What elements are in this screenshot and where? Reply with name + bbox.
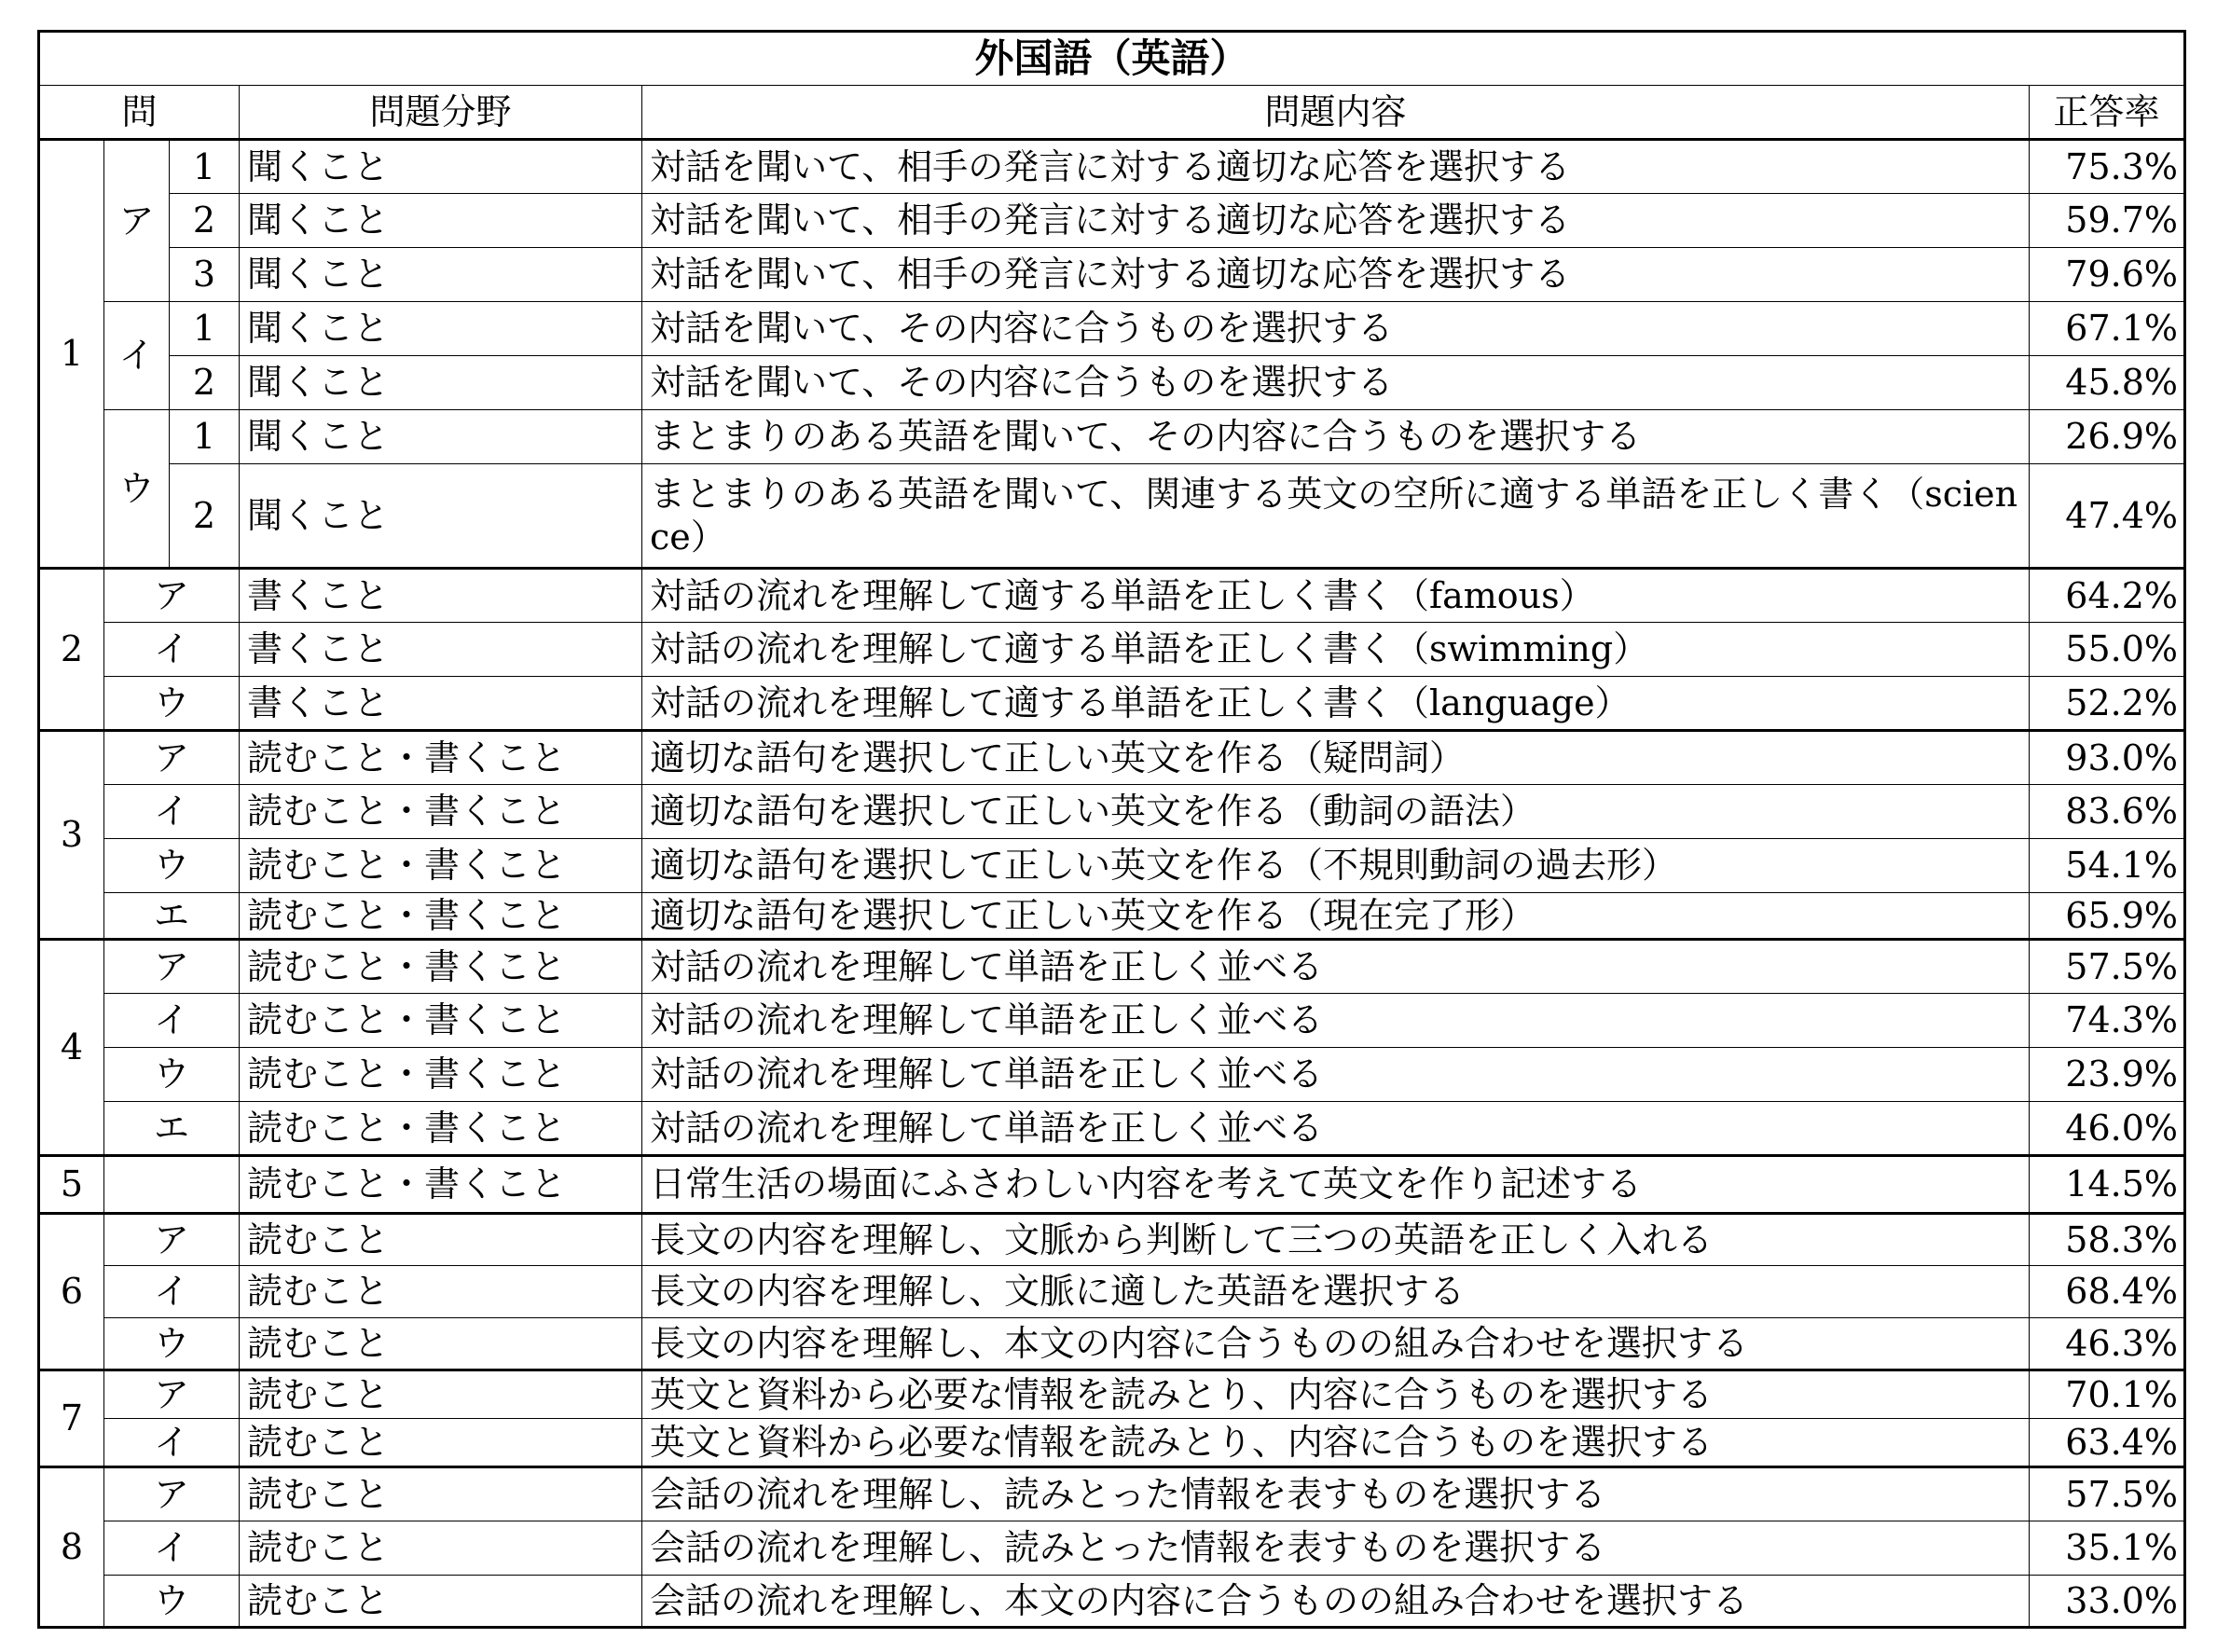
field-cell: 聞くこと <box>240 356 642 410</box>
question-number: 6 <box>39 1214 104 1370</box>
content-cell: 会話の流れを理解し、読みとった情報を表すものを選択する <box>642 1521 2030 1576</box>
table-row <box>39 1576 2185 1628</box>
rate-cell: 64.2% <box>2030 569 2185 623</box>
content-cell: 長文の内容を理解し、本文の内容に合うものの組み合わせを選択する <box>642 1318 2030 1370</box>
content-cell: 英文と資料から必要な情報を読みとり、内容に合うものを選択する <box>642 1370 2030 1419</box>
rate-cell: 14.5% <box>2030 1156 2185 1214</box>
content-cell: 対話を聞いて、相手の発言に対する適切な応答を選択する <box>642 248 2030 302</box>
field-cell: 読むこと・書くこと <box>240 731 642 785</box>
rate-cell: 74.3% <box>2030 994 2185 1048</box>
table-row <box>39 569 2185 623</box>
content-cell: 対話を聞いて、その内容に合うものを選択する <box>642 302 2030 356</box>
field-cell: 読むこと・書くこと <box>240 940 642 994</box>
sub-question: ア <box>104 1467 240 1521</box>
rate-cell: 67.1% <box>2030 302 2185 356</box>
table-row <box>39 623 2185 677</box>
question-number: 1 <box>39 140 104 569</box>
rate-cell: 23.9% <box>2030 1048 2185 1102</box>
content-cell: 対話の流れを理解して適する単語を正しく書く（language） <box>642 677 2030 731</box>
rate-cell: 57.5% <box>2030 1467 2185 1521</box>
table-row <box>39 194 2185 248</box>
table-title: 外国語（英語） <box>39 32 2185 86</box>
field-cell: 読むこと <box>240 1419 642 1467</box>
header-content: 問題内容 <box>642 86 2030 140</box>
content-cell: まとまりのある英語を聞いて、その内容に合うものを選択する <box>642 410 2030 464</box>
item-number: 3 <box>170 248 240 302</box>
table-row <box>39 839 2185 893</box>
content-cell: 対話を聞いて、相手の発言に対する適切な応答を選択する <box>642 194 2030 248</box>
rate-cell: 35.1% <box>2030 1521 2185 1576</box>
field-cell: 聞くこと <box>240 248 642 302</box>
rate-cell: 59.7% <box>2030 194 2185 248</box>
content-cell: 対話を聞いて、相手の発言に対する適切な応答を選択する <box>642 140 2030 194</box>
field-cell: 読むこと <box>240 1576 642 1628</box>
table-row <box>39 1419 2185 1467</box>
rate-cell: 70.1% <box>2030 1370 2185 1419</box>
content-cell: 会話の流れを理解し、読みとった情報を表すものを選択する <box>642 1467 2030 1521</box>
sub-question: ウ <box>104 1048 240 1102</box>
field-cell: 書くこと <box>240 569 642 623</box>
rate-cell: 55.0% <box>2030 623 2185 677</box>
content-cell: 対話の流れを理解して単語を正しく並べる <box>642 1048 2030 1102</box>
rate-cell: 75.3% <box>2030 140 2185 194</box>
field-cell: 読むこと <box>240 1467 642 1521</box>
rate-cell: 58.3% <box>2030 1214 2185 1266</box>
rate-cell: 83.6% <box>2030 785 2185 839</box>
rate-cell: 68.4% <box>2030 1266 2185 1318</box>
question-number: 5 <box>39 1156 104 1214</box>
rate-cell: 93.0% <box>2030 731 2185 785</box>
table-row <box>39 1370 2185 1419</box>
item-number: 1 <box>170 140 240 194</box>
sub-question: ウ <box>104 410 170 569</box>
field-cell: 読むこと <box>240 1318 642 1370</box>
rate-cell: 45.8% <box>2030 356 2185 410</box>
rate-cell: 79.6% <box>2030 248 2185 302</box>
field-cell: 書くこと <box>240 623 642 677</box>
field-cell: 聞くこと <box>240 194 642 248</box>
content-cell: 対話の流れを理解して単語を正しく並べる <box>642 1102 2030 1156</box>
table-row <box>39 356 2185 410</box>
table-body <box>39 140 2185 1628</box>
content-cell: 対話の流れを理解して適する単語を正しく書く（famous） <box>642 569 2030 623</box>
header-row <box>39 86 2185 140</box>
content-cell: 英文と資料から必要な情報を読みとり、内容に合うものを選択する <box>642 1419 2030 1467</box>
item-number: 2 <box>170 356 240 410</box>
field-cell: 聞くこと <box>240 464 642 569</box>
table-row <box>39 140 2185 194</box>
table-row <box>39 731 2185 785</box>
table-row <box>39 940 2185 994</box>
field-cell: 読むこと <box>240 1521 642 1576</box>
content-cell: 対話の流れを理解して単語を正しく並べる <box>642 994 2030 1048</box>
field-cell: 読むこと・書くこと <box>240 994 642 1048</box>
table-row <box>39 410 2185 464</box>
content-cell: 対話の流れを理解して単語を正しく並べる <box>642 940 2030 994</box>
sub-question: ア <box>104 940 240 994</box>
question-number: 2 <box>39 569 104 731</box>
sub-question: ア <box>104 1214 240 1266</box>
sub-question: ア <box>104 1370 240 1419</box>
field-cell: 聞くこと <box>240 410 642 464</box>
sub-question: エ <box>104 1102 240 1156</box>
table-row <box>39 1521 2185 1576</box>
content-cell: 適切な語句を選択して正しい英文を作る（動詞の語法） <box>642 785 2030 839</box>
content-cell: 適切な語句を選択して正しい英文を作る（疑問詞） <box>642 731 2030 785</box>
sub-question: ア <box>104 731 240 785</box>
title-row <box>39 32 2185 86</box>
content-cell: 長文の内容を理解し、文脈から判断して三つの英語を正しく入れる <box>642 1214 2030 1266</box>
field-cell: 聞くこと <box>240 140 642 194</box>
sub-question: ウ <box>104 1318 240 1370</box>
sub-question: イ <box>104 994 240 1048</box>
rate-cell: 57.5% <box>2030 940 2185 994</box>
question-number: 7 <box>39 1370 104 1467</box>
item-number: 1 <box>170 410 240 464</box>
rate-cell: 33.0% <box>2030 1576 2185 1628</box>
field-cell: 読むこと・書くこと <box>240 785 642 839</box>
field-cell: 読むこと・書くこと <box>240 1048 642 1102</box>
item-number: 2 <box>170 464 240 569</box>
table-row <box>39 1318 2185 1370</box>
content-cell: 対話を聞いて、その内容に合うものを選択する <box>642 356 2030 410</box>
field-cell: 読むこと <box>240 1266 642 1318</box>
content-cell: 適切な語句を選択して正しい英文を作る（現在完了形） <box>642 893 2030 940</box>
table-row <box>39 1214 2185 1266</box>
sub-question: ア <box>104 140 170 302</box>
field-cell: 読むこと <box>240 1370 642 1419</box>
sub-question: ウ <box>104 1576 240 1628</box>
table-row <box>39 677 2185 731</box>
table-row <box>39 893 2185 940</box>
field-cell: 聞くこと <box>240 302 642 356</box>
rate-cell: 46.3% <box>2030 1318 2185 1370</box>
sub-question: イ <box>104 623 240 677</box>
table-row <box>39 1156 2185 1214</box>
field-cell: 読むこと・書くこと <box>240 1102 642 1156</box>
results-table <box>37 30 2186 1629</box>
sub-question: イ <box>104 785 240 839</box>
table-row <box>39 1266 2185 1318</box>
rate-cell: 52.2% <box>2030 677 2185 731</box>
content-cell: 適切な語句を選択して正しい英文を作る（不規則動詞の過去形） <box>642 839 2030 893</box>
table-row <box>39 302 2185 356</box>
header-question: 問 <box>39 86 240 140</box>
sub-question: ウ <box>104 677 240 731</box>
field-cell: 読むこと・書くこと <box>240 1156 642 1214</box>
table-row <box>39 248 2185 302</box>
table-row <box>39 994 2185 1048</box>
rate-cell: 63.4% <box>2030 1419 2185 1467</box>
rate-cell: 65.9% <box>2030 893 2185 940</box>
rate-cell: 54.1% <box>2030 839 2185 893</box>
sub-question: イ <box>104 1266 240 1318</box>
sub-question <box>104 1156 240 1214</box>
sub-question: ア <box>104 569 240 623</box>
table-row <box>39 1048 2185 1102</box>
content-cell: 長文の内容を理解し、文脈に適した英語を選択する <box>642 1266 2030 1318</box>
field-cell: 読むこと・書くこと <box>240 839 642 893</box>
question-number: 4 <box>39 940 104 1156</box>
sub-question: イ <box>104 1521 240 1576</box>
field-cell: 読むこと <box>240 1214 642 1266</box>
field-cell: 読むこと・書くこと <box>240 893 642 940</box>
content-cell: 日常生活の場面にふさわしい内容を考えて英文を作り記述する <box>642 1156 2030 1214</box>
content-cell: 対話の流れを理解して適する単語を正しく書く（swimming） <box>642 623 2030 677</box>
sub-question: エ <box>104 893 240 940</box>
table-row <box>39 1102 2185 1156</box>
item-number: 2 <box>170 194 240 248</box>
field-cell: 書くこと <box>240 677 642 731</box>
table-row <box>39 1467 2185 1521</box>
item-number: 1 <box>170 302 240 356</box>
sub-question: イ <box>104 1419 240 1467</box>
table-row <box>39 785 2185 839</box>
rate-cell: 26.9% <box>2030 410 2185 464</box>
sub-question: ウ <box>104 839 240 893</box>
header-rate: 正答率 <box>2030 86 2185 140</box>
content-cell: まとまりのある英語を聞いて、関連する英文の空所に適する単語を正しく書く（science） <box>642 464 2030 569</box>
rate-cell: 46.0% <box>2030 1102 2185 1156</box>
sub-question: イ <box>104 302 170 410</box>
rate-cell: 47.4% <box>2030 464 2185 569</box>
header-field: 問題分野 <box>240 86 642 140</box>
table-row <box>39 464 2185 569</box>
question-number: 8 <box>39 1467 104 1628</box>
question-number: 3 <box>39 731 104 940</box>
content-cell: 会話の流れを理解し、本文の内容に合うものの組み合わせを選択する <box>642 1576 2030 1628</box>
